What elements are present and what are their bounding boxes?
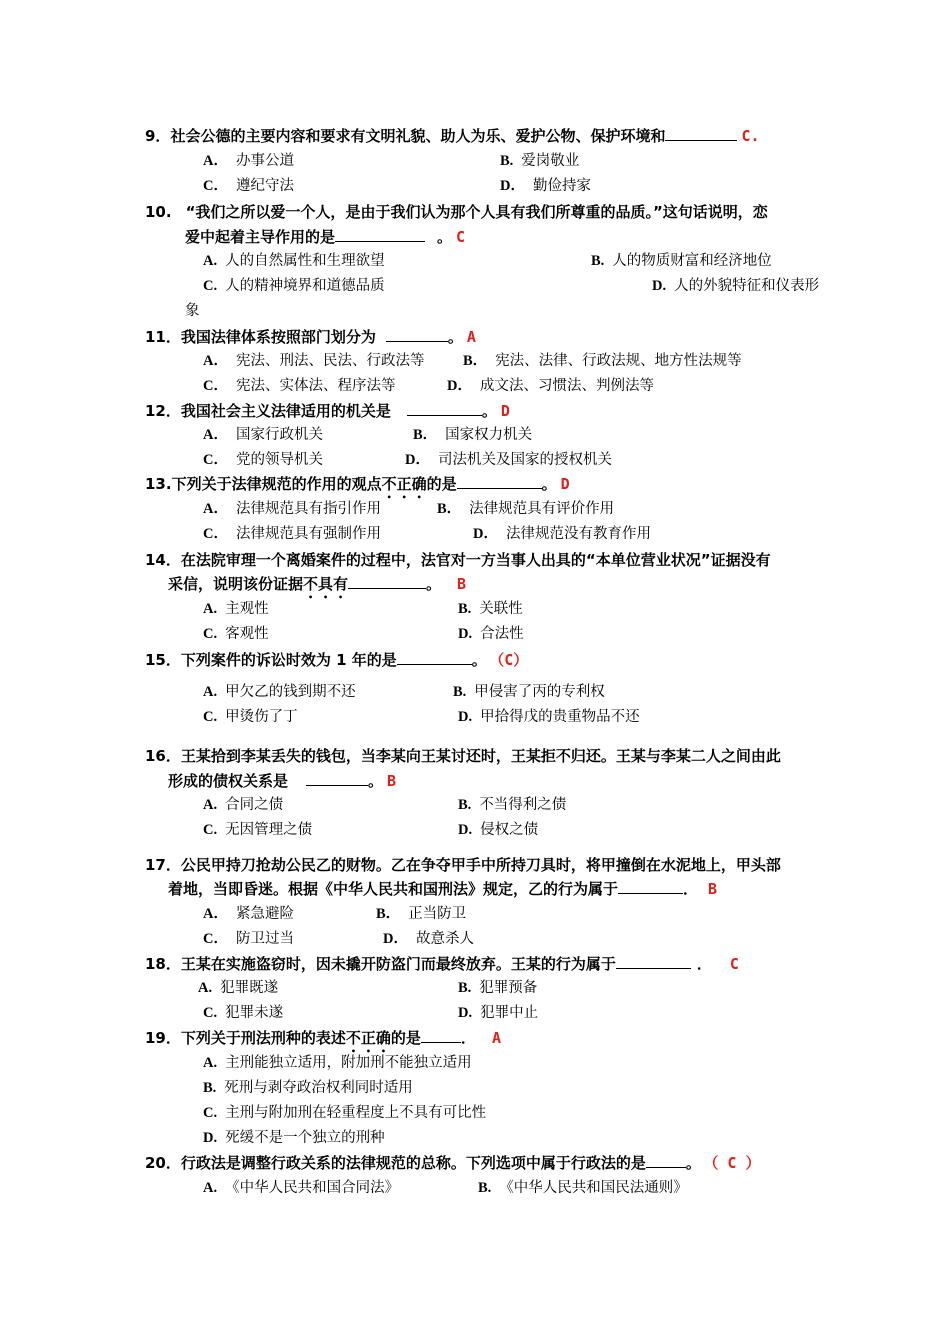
question-number: 20． — [145, 1154, 181, 1172]
question-10 — [145, 202, 768, 222]
answer-blank — [397, 650, 472, 665]
answer-key: （C） — [496, 651, 529, 669]
option-a: A． 紧急避险 — [203, 906, 294, 922]
option-d: D． 法律规范没有教育作用 — [473, 526, 651, 542]
question-14-cont: 采信，说明该份证据不具有 。 B — [168, 575, 467, 593]
option-c: C． 防卫过当 — [203, 931, 294, 947]
option-c: C. 犯罪未遂 — [203, 1005, 284, 1021]
question-number: 13. — [145, 475, 172, 493]
option-b: B． 国家权力机关 — [413, 427, 533, 443]
option-c: C. 人的精神境界和道德品质 — [203, 278, 385, 294]
question-text: 社会公德的主要内容和要求有文明礼貌、助人为乐、爱护公物、保护环境和 — [170, 127, 666, 145]
answer-blank — [618, 879, 683, 894]
option-b: B. 《中华人民共和国民法通则》 — [478, 1180, 688, 1196]
question-number: 19． — [145, 1029, 181, 1047]
answer-blank — [646, 1153, 686, 1168]
option-a: A. 甲欠乙的钱到期不还 — [203, 684, 356, 700]
option-d: D. 甲拾得戊的贵重物品不还 — [458, 709, 640, 725]
answer-key: C — [456, 228, 466, 246]
option-b: B． 法律规范具有评价作用 — [437, 501, 615, 517]
answer-blank — [335, 227, 425, 242]
emphasis-text: 不具有 — [303, 575, 349, 593]
question-9 — [145, 126, 760, 146]
option-a: A. 犯罪既遂 — [198, 980, 279, 996]
option-b: B. 甲侵害了丙的专利权 — [453, 684, 605, 700]
question-20: 20．行政法是调整行政关系的法律规范的总称。下列选项中属于行政法的是 。 （ C ） — [145, 1154, 761, 1172]
option-d-cont: 象 — [185, 303, 200, 319]
question-number: 14． — [145, 551, 181, 569]
option-a: A. 合同之债 — [203, 797, 284, 813]
question-text: 行政法是调整行政关系的法律规范的总称。下列选项中属于行政法的是 — [180, 1154, 646, 1172]
option-b: B. 关联性 — [458, 601, 523, 617]
question-10-cont: 爱中起着主导作用的是 。 C — [185, 228, 466, 246]
option-d: D. 死缓不是一个独立的刑种 — [203, 1130, 385, 1146]
option-c: C. 客观性 — [203, 626, 269, 642]
question-19: 19．下列关于刑法刑种的表述不正确的是 ． A — [145, 1029, 501, 1047]
option-a: A. 《中华人民共和国合同法》 — [203, 1180, 400, 1196]
emphasis-text: 不正确 — [345, 1029, 391, 1047]
option-d: D． 司法机关及国家的授权机关 — [405, 452, 612, 468]
option-d: D. 侵权之债 — [458, 822, 539, 838]
option-d: D． 勤俭持家 — [500, 178, 591, 194]
option-b: B． 宪法、法律、行政法规、地方性法规等 — [463, 353, 742, 369]
question-17-cont: 着地，当即昏迷。根据《中华人民共和国刑法》规定，乙的行为属于 ． B — [168, 880, 718, 898]
question-17 — [145, 855, 781, 875]
option-c: C. 甲烫伤了丁 — [203, 709, 298, 725]
answer-key: A — [491, 1029, 501, 1047]
question-text: 公民甲持刀抢劫公民乙的财物。乙在争夺甲手中所持刀具时，将甲撞倒在水泥地上，甲头部 — [180, 856, 781, 874]
question-text: 王某在实施盗窃时，因未撬开防盗门而最终放弃。王某的行为属于 — [180, 955, 616, 973]
question-text: 采信，说明该份证据 — [168, 575, 304, 593]
question-12: 12．我国社会主义法律适用的机关是 。 D — [145, 402, 510, 420]
question-number: 11． — [145, 328, 181, 346]
answer-blank — [457, 474, 542, 489]
question-text: 我国社会主义法律适用的机关是 — [180, 402, 391, 420]
question-text: 形成的债权关系是 — [168, 772, 289, 790]
question-16 — [145, 746, 781, 766]
option-b: B. 人的物质财富和经济地位 — [591, 253, 772, 269]
question-number: 9． — [145, 127, 171, 145]
answer-key: B — [387, 772, 397, 790]
answer-blank — [306, 771, 368, 786]
option-a: A． 法律规范具有指引作用 — [203, 501, 381, 517]
question-text: 下列关于刑法刑种的表述 — [180, 1029, 346, 1047]
answer-key: B — [708, 880, 718, 898]
option-c: C． 宪法、实体法、程序法等 — [203, 378, 396, 394]
question-11: 11．我国法律体系按照部门划分为 。 A — [145, 328, 476, 346]
question-number: 12． — [145, 402, 181, 420]
question-18: 18．王某在实施盗窃时，因未撬开防盗门而最终放弃。王某的行为属于 ． C — [145, 955, 739, 973]
option-b: B. 不当得利之债 — [458, 797, 567, 813]
emphasis-text: 不正确 — [381, 475, 427, 493]
question-text: “我们之所以爱一个人，是由于我们认为那个人具有我们所尊重的品质。”这句话说明，恋 — [185, 203, 768, 221]
question-15: 15．下列案件的诉讼时效为 1 年的是 。 （C） — [145, 651, 529, 669]
option-b: B. 死刑与剥夺政治权利同时适用 — [203, 1080, 413, 1096]
question-number: 15． — [145, 651, 181, 669]
option-a: A． 宪法、刑法、民法、行政法等 — [203, 353, 425, 369]
option-b: B. 爱岗敬业 — [500, 153, 580, 169]
question-text: 我国法律体系按照部门划分为 — [180, 328, 376, 346]
answer-blank — [421, 1028, 461, 1043]
option-d: D. 合法性 — [458, 626, 524, 642]
question-14 — [145, 550, 771, 570]
option-a: A. 主刑能独立适用，附加刑不能独立适用 — [203, 1055, 472, 1071]
answer-blank — [665, 126, 737, 141]
answer-key: A — [466, 328, 476, 346]
option-b: B． 正当防卫 — [376, 906, 467, 922]
answer-key: （ C ） — [710, 1154, 761, 1172]
question-text: 在法院审理一个离婚案件的过程中，法官对一方当事人出具的“本单位营业状况”证据没有 — [180, 551, 771, 569]
question-number: 17． — [145, 856, 181, 874]
question-text: 下列关于法律规范的作用的观点 — [171, 475, 382, 493]
option-a: A． 国家行政机关 — [203, 427, 323, 443]
option-d: D． 故意杀人 — [383, 931, 474, 947]
answer-key: D — [560, 475, 570, 493]
question-13: 13.下列关于法律规范的作用的观点不正确的是 。 D — [145, 475, 570, 493]
option-c: C． 法律规范具有强制作用 — [203, 526, 381, 542]
answer-key: C. — [741, 127, 760, 145]
question-number: 10. — [145, 203, 172, 221]
question-text: 王某拾到李某丢失的钱包，当李某向王某讨还时，王某拒不归还。王某与李某二人之间由此 — [180, 747, 781, 765]
option-c: C． 遵纪守法 — [203, 178, 294, 194]
option-c: C. 无因管理之债 — [203, 822, 313, 838]
option-b: B. 犯罪预备 — [458, 980, 538, 996]
option-a: A. 主观性 — [203, 601, 269, 617]
option-a: A. 人的自然属性和生理欲望 — [203, 253, 385, 269]
option-c: C． 党的领导机关 — [203, 452, 323, 468]
question-number: 16． — [145, 747, 181, 765]
answer-key: B — [457, 575, 467, 593]
question-number: 18． — [145, 955, 181, 973]
option-d: D． 成文法、习惯法、判例法等 — [447, 378, 654, 394]
question-text: 爱中起着主导作用的是 — [185, 228, 336, 246]
question-text: 下列案件的诉讼时效为 1 年的是 — [180, 651, 397, 669]
question-text: 着地，当即昏迷。根据《中华人民共和国刑法》规定，乙的行为属于 — [168, 880, 619, 898]
answer-key: D — [500, 402, 510, 420]
answer-blank — [348, 574, 426, 589]
question-16-cont: 形成的债权关系是 。 B — [168, 772, 397, 790]
option-d: D. 人的外貌特征和仪表形 — [652, 278, 820, 294]
answer-key: C — [729, 955, 739, 973]
answer-blank — [616, 954, 691, 969]
option-d: D. 犯罪中止 — [458, 1005, 539, 1021]
option-a: A． 办事公道 — [203, 153, 294, 169]
option-c: C. 主刑与附加刑在轻重程度上不具有可比性 — [203, 1105, 487, 1121]
answer-blank — [407, 401, 482, 416]
answer-blank — [386, 327, 448, 342]
